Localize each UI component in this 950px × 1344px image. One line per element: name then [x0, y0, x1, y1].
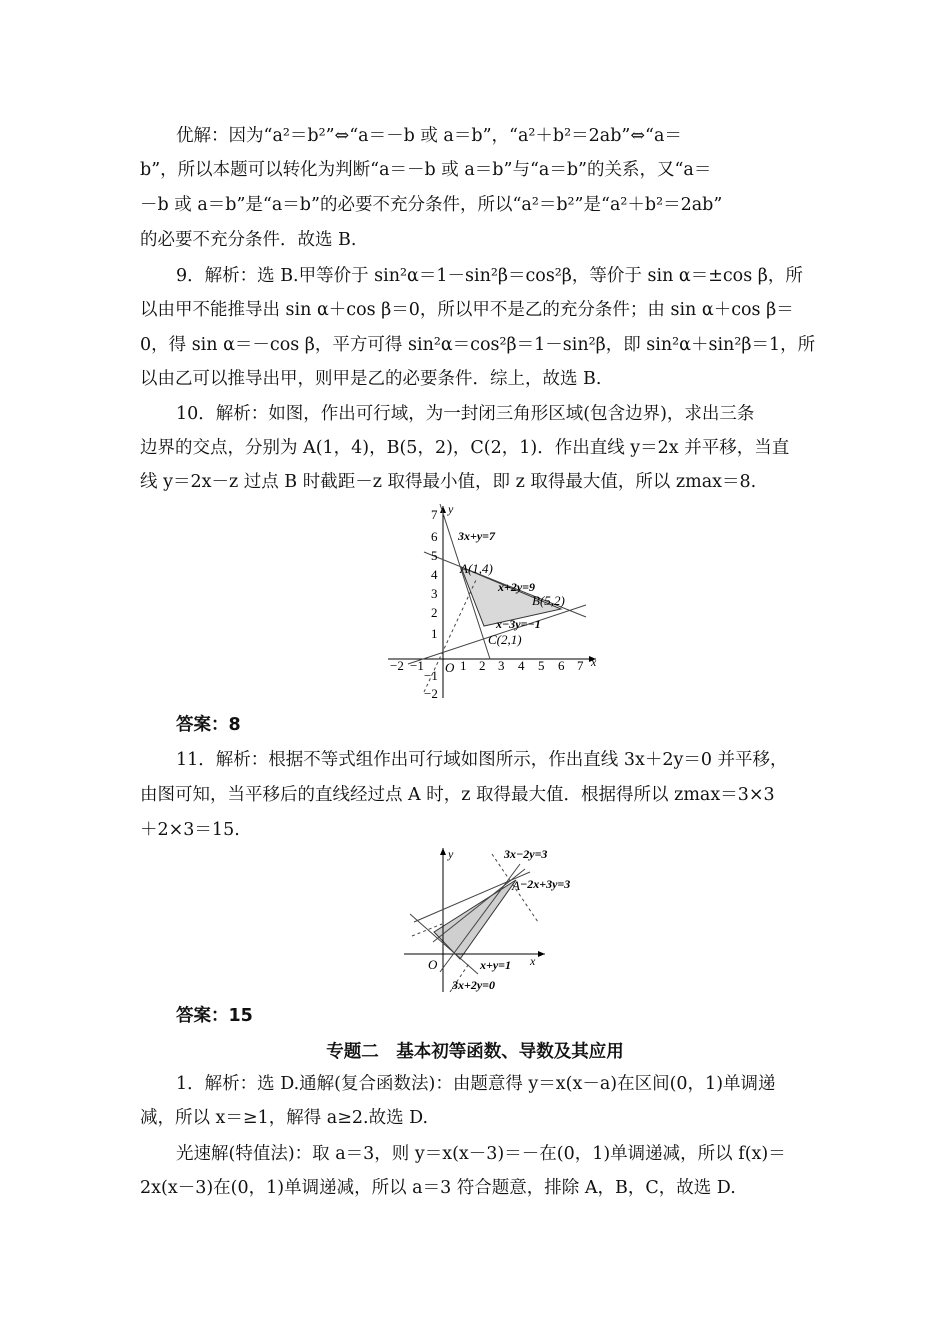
line-label: x−3y=−1	[496, 617, 541, 631]
x-axis-label: x	[530, 954, 536, 968]
text-line-12: 11．解析：根据不等式组作出可行域如图所示，作出直线 3x＋2y＝0 并平移，	[176, 750, 788, 770]
text-line-9: 10．解析：如图，作出可行域，为一封闭三角形区域(包含边界)，求出三条	[176, 404, 755, 424]
y-tick: 2	[431, 605, 438, 620]
y-tick: 6	[431, 529, 438, 544]
x-tick: −2	[390, 658, 404, 673]
text-line-10: 边界的交点，分别为 A(1，4)，B(5，2)，C(2，1)．作出直线 y＝2x 并平移，当直	[140, 438, 790, 458]
x-tick: 1	[460, 658, 467, 673]
y-tick: 3	[431, 586, 438, 601]
y-tick: 7	[431, 507, 438, 522]
text-line-14: ＋2×3＝15.	[140, 820, 240, 840]
text-line-16: 减，所以 x＝≥1，解得 a≥2.故选 D.	[140, 1108, 429, 1128]
y-tick: 4	[431, 567, 438, 582]
line-label: x+2y=9	[498, 580, 536, 594]
x-tick: 2	[479, 658, 486, 673]
y-tick: 1	[431, 626, 438, 641]
x-tick: 3	[498, 658, 505, 673]
text-line-2: b”，所以本题可以转化为判断“a＝－b 或 a＝b”与“a＝b”的关系，又“a＝	[140, 160, 712, 180]
x-tick: 7	[577, 658, 584, 673]
section-title: 专题二 基本初等函数、导数及其应用	[326, 1042, 624, 1062]
x-axis-label: x	[591, 655, 597, 669]
y-tick: −1	[424, 668, 438, 683]
x-tick: 6	[558, 658, 565, 673]
feasible-region-graph-1	[386, 502, 602, 700]
line-label: 3x−2y=3	[504, 847, 548, 861]
origin-label: O	[428, 957, 438, 972]
point-label-c: C(2,1)	[488, 632, 522, 647]
point-label-a: A(1,4)	[460, 561, 493, 576]
y-axis-label: y	[448, 502, 454, 516]
text-line-8: 以由乙可以推导出甲，则甲是乙的必要条件．综上，故选 B.	[140, 369, 602, 389]
line-label: 3x+2y=0	[452, 978, 496, 992]
text-line-15: 1．解析：选 D.通解(复合函数法)：由题意得 y＝x(x－a)在区间(0，1)单调递	[176, 1074, 776, 1094]
text-line-4: 的必要不充分条件．故选 B.	[140, 230, 357, 250]
text-line-5: 9．解析：选 B.甲等价于 sin²α＝1－sin²β＝cos²β，等价于 sin α＝±cos β，所	[176, 266, 803, 286]
x-tick: −1	[410, 658, 424, 673]
answer-1: 答案：8	[176, 715, 241, 735]
text-line-7: 0，得 sin α＝－cos β，平方可得 sin²α＝cos²β＝1－sin²β，即 sin²α＋sin²β＝1，所	[140, 335, 816, 355]
origin-label: O	[445, 660, 455, 675]
line-label: x+y=1	[480, 958, 512, 972]
x-tick: 4	[518, 658, 525, 673]
line-label: −2x+3y=3	[520, 877, 571, 891]
x-tick: 5	[538, 658, 545, 673]
line-label: 3x+y=7	[458, 529, 496, 543]
feasible-region-graph-2	[400, 844, 592, 996]
text-line-3: －b 或 a＝b”是“a＝b”的必要不充分条件，所以“a²＝b²”是“a²＋b²＝2ab”	[140, 195, 723, 215]
point-label-b: B(5,2)	[532, 593, 565, 608]
text-line-1: 优解：因为“a²＝b²”⇔“a＝－b 或 a＝b”，“a²＋b²＝2ab”⇔“a＝	[176, 126, 682, 146]
text-line-11: 线 y＝2x－z 过点 B 时截距－z 取得最小值，即 z 取得最大值，所以 zmax＝8.	[140, 472, 757, 492]
y-axis-label: y	[448, 847, 454, 861]
answer-2: 答案：15	[176, 1006, 253, 1026]
text-line-17: 光速解(特值法)：取 a＝3，则 y＝x(x－3)＝－在(0，1)单调递减，所以 f(x)＝	[176, 1144, 786, 1164]
feasible-triangle-2	[434, 880, 516, 959]
y-tick: 5	[431, 548, 438, 563]
text-line-13: 由图可知，当平移后的直线经过点 A 时，z 取得最大值．根据得所以 zmax＝3×3	[140, 785, 775, 805]
y-tick: −2	[424, 686, 438, 700]
text-line-6: 以由甲不能推导出 sin α＋cos β＝0，所以甲不是乙的充分条件；由 sin α＋cos β＝	[140, 300, 794, 320]
point-label-a: A	[512, 878, 520, 893]
text-line-18: 2x(x－3)在(0，1)单调递减，所以 a＝3 符合题意，排除 A，B，C，故选 D.	[140, 1178, 736, 1198]
